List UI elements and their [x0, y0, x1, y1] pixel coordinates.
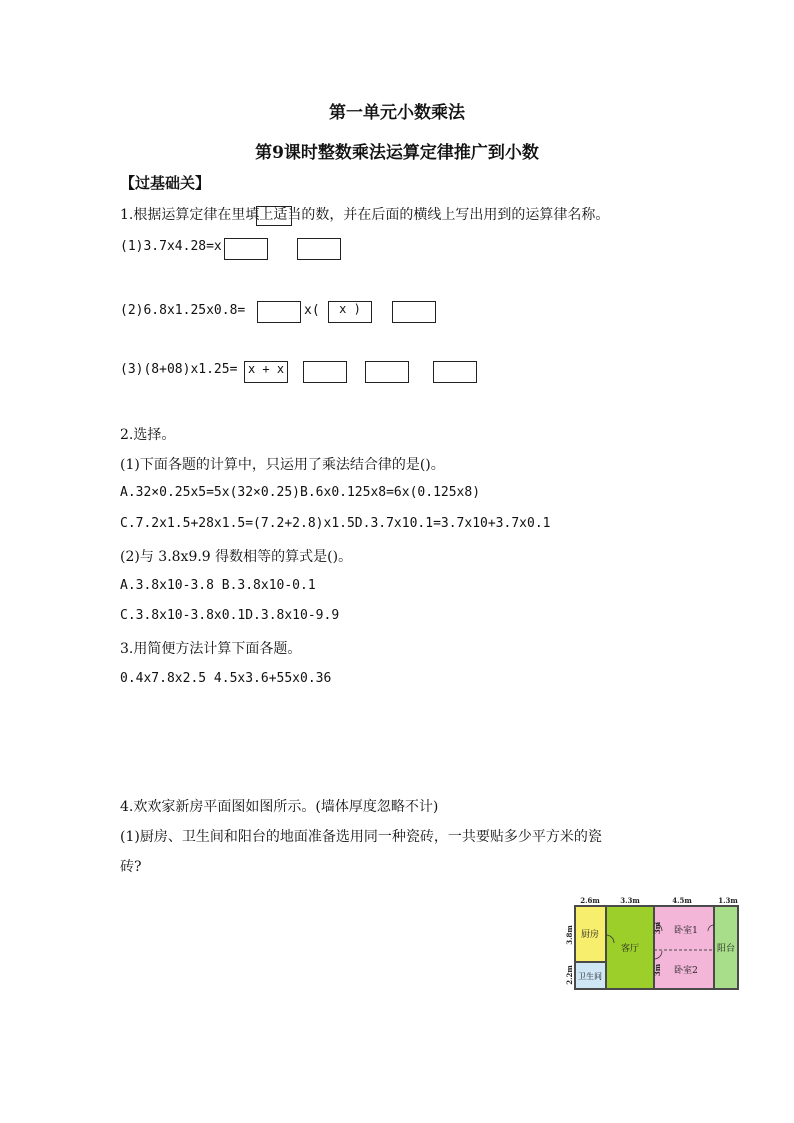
q1-part2-box-a[interactable]: [257, 301, 301, 323]
q1-part2-box-b[interactable]: [328, 301, 372, 323]
label-balcony: 阳台: [716, 944, 736, 954]
label-living: 客厅: [620, 944, 640, 954]
label-kitchen: 厨房: [580, 930, 600, 940]
dim-top-living: 3.3m: [620, 896, 640, 905]
q1-part1-box[interactable]: [224, 238, 268, 260]
dim-bedroom1: 3m: [653, 921, 662, 935]
q3-items: 0.4x7.8x2.5 4.5x3.6+55x0.36: [120, 671, 332, 686]
dim-bedroom2: 3m: [653, 963, 662, 977]
q1-part2: (2)6.8x1.25x0.8=: [120, 303, 246, 318]
dim-left-bathroom: 2.2m: [565, 965, 574, 985]
q4-sub1-line2: 砖?: [120, 859, 142, 875]
q2-sub1: (1)下面各题的计算中，只运用了乘法结合律的是()。: [120, 457, 445, 473]
q2-sub1-options-cd: C.7.2x1.5+28x1.5=(7.2+2.8)x1.5D.3.7x10.1=3.7x10+3.7x0.1: [120, 516, 551, 531]
q1-part1-law-box[interactable]: [297, 238, 341, 260]
q1-part3-law-box[interactable]: [433, 361, 477, 383]
q1-part3-box-c[interactable]: [365, 361, 409, 383]
q1-part3: (3)(8+08)x1.25=: [120, 362, 238, 377]
q2-sub2: (2)与 3.8x9.9 得数相等的算式是()。: [120, 549, 353, 565]
label-bedroom2: 卧室2: [674, 966, 698, 976]
q2-sub2-options-ab: A.3.8x10-3.8 B.3.8x10-0.1: [120, 578, 316, 593]
label-bathroom: 卫生间: [578, 972, 602, 981]
q2-sub1-options-ab: A.32×0.25x5=5x(32×0.25)B.6x0.125x8=6x(0.125x8): [120, 485, 481, 500]
dim-top-kitchen: 2.6m: [580, 896, 600, 905]
label-bedroom1: 卧室1: [674, 926, 698, 936]
dim-left-kitchen: 3.8m: [565, 925, 574, 945]
q3-stem: 3.用简便方法计算下面各题。: [120, 641, 302, 657]
q1-part3-box-a-text: x + x: [247, 362, 285, 376]
q1-part3-box-a[interactable]: [244, 361, 288, 383]
q1-stem-answer-box[interactable]: [256, 206, 292, 226]
dim-top-bedroom: 4.5m: [672, 896, 692, 905]
page-title: 第一单元小数乘法: [329, 103, 465, 123]
q4-sub1-line1: (1)厨房、卫生间和阳台的地面准备选用同一种瓷砖，一共要贴多少平方米的瓷: [120, 829, 602, 845]
lesson-title: 第9课时整数乘法运算定律推广到小数: [255, 143, 539, 163]
q1-part2-mult: x(: [304, 303, 320, 318]
dim-top-balcony: 1.3m: [718, 896, 738, 905]
q2-sub2-options-cd: C.3.8x10-3.8x0.1D.3.8x10-9.9: [120, 608, 340, 623]
q1-stem: 1.根据运算定律在里填上适当的数，并在后面的横线上写出用到的运算律名称。: [120, 207, 610, 223]
q1-part2-law-box[interactable]: [392, 301, 436, 323]
q2-stem: 2.选择。: [120, 427, 176, 443]
q1-part3-box-b[interactable]: [303, 361, 347, 383]
q4-stem: 4.欢欢家新房平面图如图所示。(墙体厚度忽略不计): [120, 799, 439, 815]
floor-plan-diagram: [566, 895, 740, 995]
q1-part2-box-b-text: x ): [339, 302, 361, 316]
q1-part1: (1)3.7x4.28=x: [120, 239, 222, 254]
section-label: 【过基础关】: [120, 174, 211, 192]
